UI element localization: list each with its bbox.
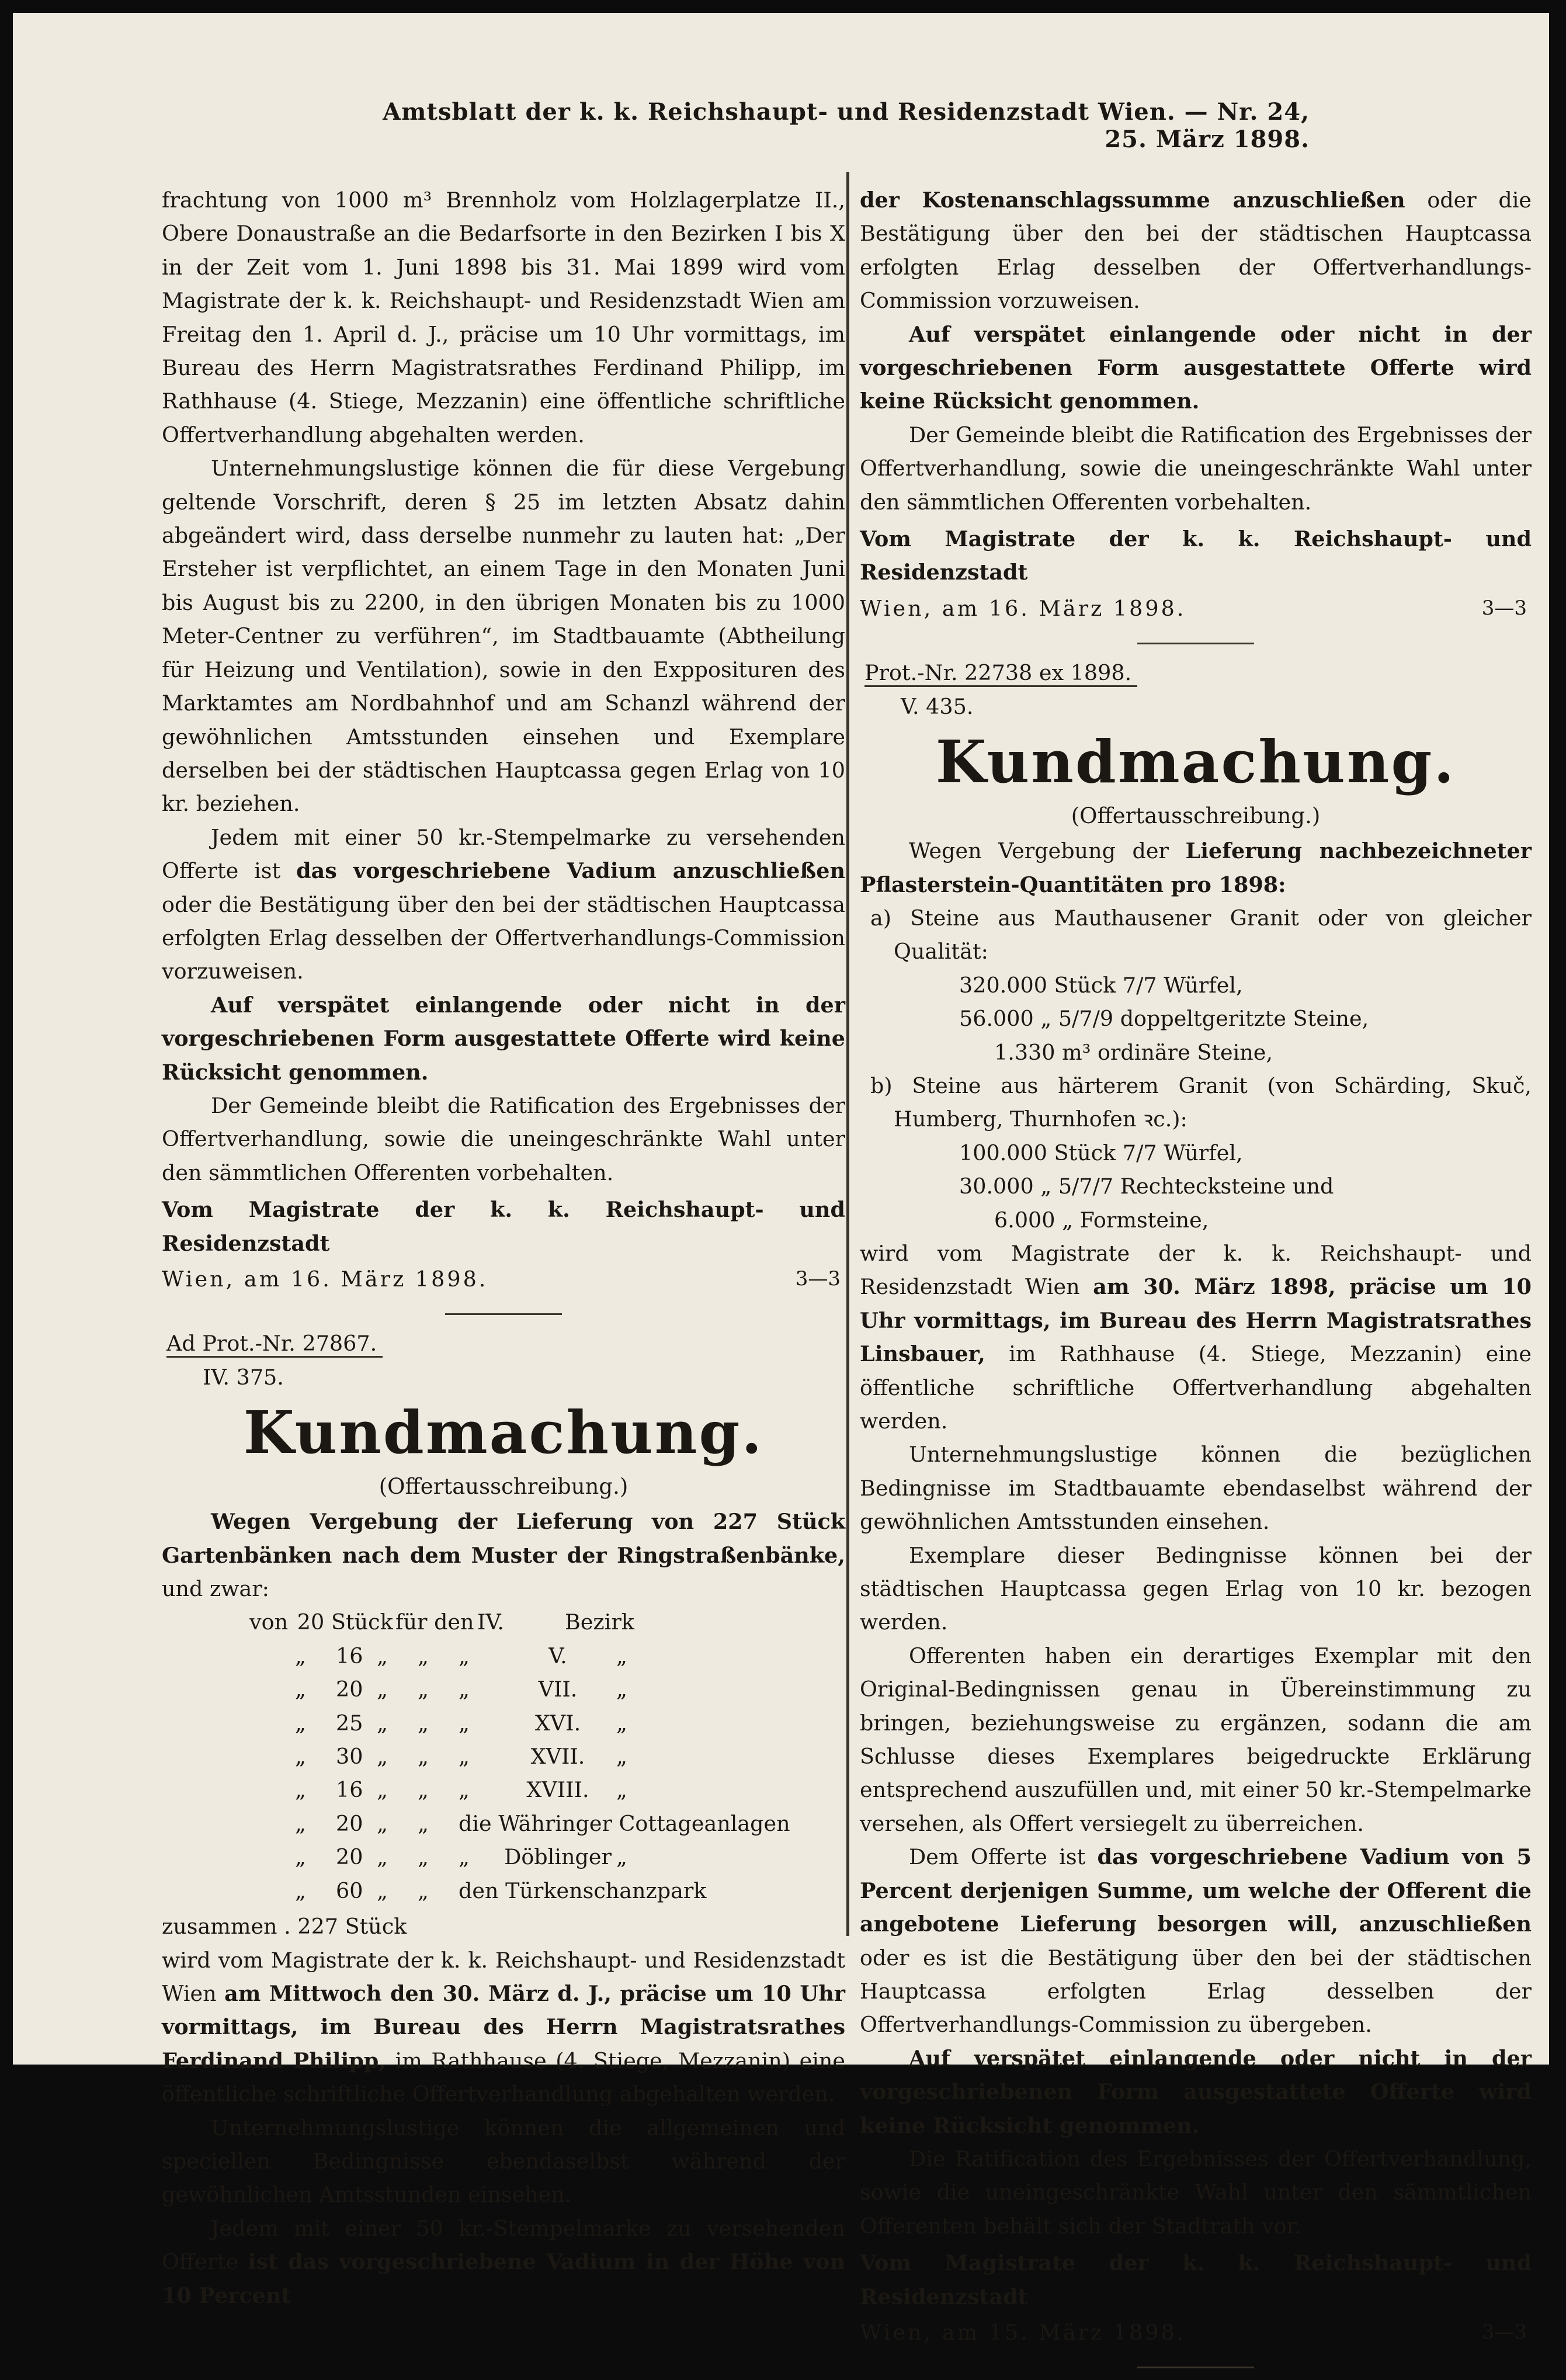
right-file-number: V. 435. xyxy=(901,693,974,719)
table-row: „ 20 „ „ „ VII. „ xyxy=(295,1677,627,1702)
table-row: „ 16 „ „ „ V. „ xyxy=(295,1643,627,1668)
left-paragraph-4: Auf verspätet einlangende oder nicht in der vorgeschriebenen Form ausgestattete Offerte wird keine Rücksicht genommen. xyxy=(162,992,845,1085)
list-item: 100.000 Stück 7/7 Würfel, xyxy=(959,1140,1243,1165)
table-row: „ 60 „ „ den Türkenschanzpark xyxy=(295,1878,707,1903)
right-paragraph-6: Exemplare dieser Bedingnisse können bei der städtischen Hauptcassa gegen Erlag von 10 kr. bezogen werden. xyxy=(860,1542,1532,1635)
right-paragraph-10: Die Ratification des Ergebnisses der Offertverhandlung, sowie die uneingeschränkte Wahl unter den sämmtlichen Offerenten behält sich der Stadtrath vor. xyxy=(860,2146,1532,2239)
section-rule xyxy=(445,1313,562,1315)
list-item: 30.000 „ 5/7/7 Rechtecksteine und xyxy=(959,1174,1334,1199)
right-protocol-number: Prot.-Nr. 22738 ex 1898. xyxy=(860,656,1532,689)
left-protocol-number: Ad Prot.-Nr. 27867. xyxy=(162,1327,845,1360)
right-paragraph-4: wird vom Magistrate der k. k. Reichshaupt- und Residenzstadt Wien am 30. März 1898, präcise um 10 Uhr vormittags, im Bureau des Herrn Magistratsrathes Linsbauer, im Rathhause (4. Stiege, Mezzanin) eine öffentliche schriftliche Offertverhandlung abgehalten werden. xyxy=(860,1240,1532,1434)
bench-rows xyxy=(295,1639,790,1907)
left-paragraph-5: Der Gemeinde bleibt die Ratification des Ergebnisses der Offertverhandlung, sowie die uneingeschränkte Wahl unter den sämmtlichen Offerenten vorbehalten. xyxy=(162,1092,845,1185)
left-column xyxy=(162,183,845,2312)
right-column xyxy=(860,183,1532,2380)
left-paragraph-1: frachtung von 1000 m³ Brennholz vom Holzlagerplatze II., Obere Donaustraße an die Bedarfsorte in den Bezirken I bis X in der Zeit vom 1. Juni 1898 bis 31. Mai 1899 wird vom Magistrate der k. k. Reichshaupt- und Residenzstadt Wien am Freitag den 1. April d. J., präcise um 10 Uhr vormittags, im Bureau des Herrn Magistratsrathes Ferdinand Philipp, im Rathhause (4. Stiege, Mezzanin) eine öffentliche schriftliche Offertverhandlung abgehalten werden. xyxy=(162,188,845,447)
right-notice-subtitle: (Offertausschreibung.) xyxy=(1071,803,1321,829)
bench-table xyxy=(249,1605,634,1639)
left-notice-subtitle: (Offertausschreibung.) xyxy=(379,1474,629,1500)
table-row: „ 20 „ „ „ Döblinger „ xyxy=(295,1844,627,1870)
granite-a-heading: a) Steine aus Mauthausener Granit oder von gleicher Qualität: xyxy=(870,905,1532,965)
left-paragraph-8: Jedem mit einer 50 kr.-Stempelmarke zu versehenden Offerte ist das vorgeschriebene Vadium in der Höhe von 10 Percent xyxy=(162,2215,845,2308)
left-notice-title: Kundmachung. xyxy=(243,1398,764,1467)
right-paragraph-1: der Kostenanschlagssumme anzuschließen oder die Bestätigung über den bei der städtischen Hauptcassa erfolgten Erlag desselben der Offertverhandlungs-Commission vorzuweisen. xyxy=(860,188,1532,314)
left-intro: Wegen Vergebung der Lieferung von 227 Stück Gartenbänken nach dem Muster der Ringstraßenbänke, und zwar: xyxy=(162,1509,845,1602)
right-ref-number-2: 3—3 xyxy=(1481,2320,1527,2344)
table-row: „ 16 „ „ „ XVIII. „ xyxy=(295,1777,627,1803)
list-item: 320.000 Stück 7/7 Würfel, xyxy=(959,972,1243,998)
right-paragraph-8: Dem Offerte ist das vorgeschriebene Vadium von 5 Percent derjenigen Summe, um welche der Offerent die angebotene Lieferung besorgen will, anzuschließen oder es ist die Bestätigung über den bei der städtischen Hauptcassa erfolgten Erlag desselben der Offertverhandlungs-Commission zu übergeben. xyxy=(860,1844,1532,2038)
left-paragraph-3: Jedem mit einer 50 kr.-Stempelmarke zu versehenden Offerte ist das vorgeschriebene Vadium anzuschließen oder die Bestätigung über den bei der städtischen Hauptcassa erfolgten Erlag desselben der Offertverhandlungs-Commission vorzuweisen. xyxy=(162,824,845,984)
document-page xyxy=(13,13,1549,2345)
left-ref-number: 3—3 xyxy=(795,1267,841,1290)
right-paragraph-3: Der Gemeinde bleibt die Ratification des Ergebnisses der Offertverhandlung, sowie die uneingeschränkte Wahl unter den sämmtlichen Offerenten vorbehalten. xyxy=(860,422,1532,515)
left-signature: Vom Magistrate der k. k. Reichshaupt- und Residenzstadt xyxy=(162,1197,845,1256)
right-dateline-1: Wien, am 16. März 1898. 3—3 xyxy=(860,592,1532,625)
left-paragraph-6: wird vom Magistrate der k. k. Reichshaupt- und Residenzstadt Wien am Mittwoch den 30. März d. J., präcise um 10 Uhr vormittags, im Bureau des Herrn Magistratsrathes Ferdinand Philipp, im Rathhause (4. Stiege, Mezzanin) eine öffentliche schriftliche Offertverhandlung abgehalten werden. xyxy=(162,1947,845,2107)
left-dateline: Wien, am 16. März 1898. 3—3 xyxy=(162,1262,845,1296)
right-paragraph-9: Auf verspätet einlangende oder nicht in der vorgeschriebenen Form ausgestattete Offerte wird keine Rücksicht genommen. xyxy=(860,2045,1532,2138)
list-item: 1.330 m³ ordinäre Steine, xyxy=(994,1039,1273,1065)
right-signature-2: Vom Magistrate der k. k. Reichshaupt- und Residenzstadt xyxy=(860,2250,1532,2309)
page-header: Amtsblatt der k. k. Reichshaupt- und Residenzstadt Wien. — Nr. 24, 25. März 1898. xyxy=(383,98,1310,153)
table-row: „ 20 „ „ die Währinger Cottageanlagen xyxy=(295,1810,790,1836)
column-divider xyxy=(846,172,849,1936)
section-rule xyxy=(1137,643,1254,644)
right-intro: Wegen Vergebung der Lieferung nachbezeichneter Pflasterstein-Quantitäten pro 1898: xyxy=(860,838,1532,897)
left-file-number: IV. 375. xyxy=(203,1364,284,1390)
bench-header-row: von 20 Stück für den IV. Bezirk xyxy=(249,1609,634,1635)
section-rule xyxy=(1137,2367,1254,2368)
left-paragraph-7: Unternehmungslustige können die allgemeinen und speciellen Bedingnisse ebendaselbst während der gewöhnlichen Amtsstunden einsehen. xyxy=(162,2115,845,2208)
left-total: zusammen . 227 Stück xyxy=(162,1914,407,1940)
right-dateline-2: Wien, am 15. März 1898. 3—3 xyxy=(860,2316,1532,2349)
right-signature-1: Vom Magistrate der k. k. Reichshaupt- und Residenzstadt xyxy=(860,526,1532,585)
list-item: 56.000 „ 5/7/9 doppeltgeritzte Steine, xyxy=(959,1006,1369,1032)
right-notice-title: Kundmachung. xyxy=(935,727,1456,797)
right-paragraph-7: Offerenten haben ein derartiges Exemplar mit den Original-Bedingnissen genau in Übereinstimmung zu bringen, beziehungsweise zu ergänzen, sodann die am Schlusse dieses Exemplares beigedruckte Erklärung entsprechend auszufüllen und, mit einer 50 kr.-Stempelmarke versehen, als Offert versiegelt zu überreichen. xyxy=(860,1643,1532,1836)
left-paragraph-2: Unternehmungslustige können die für diese Vergebung geltende Vorschrift, deren § 25 im letzten Absatz dahin abgeändert wird, dass derselbe nunmehr zu lauten hat: „Der Ersteher ist verpflichtet, an einem Tage in den Monaten Juni bis August bis zu 2200, in den übrigen Monaten bis zu 1000 Meter-Centner zu verführen“, im Stadtbauamte (Abtheilung für Heizung und Ventilation), sowie in den Expposituren des Marktamtes am Nordbahnhof und am Schanzl während der gewöhnlichen Amtsstunden einsehen und Exemplare derselben bei der städtischen Hauptcassa gegen Erlag von 10 kr. beziehen. xyxy=(162,456,845,817)
list-item: 6.000 „ Formsteine, xyxy=(994,1207,1209,1233)
table-row: „ 30 „ „ „ XVII. „ xyxy=(295,1744,627,1770)
right-paragraph-2: Auf verspätet einlangende oder nicht in der vorgeschriebenen Form ausgestattete Offerte wird keine Rücksicht genommen. xyxy=(860,321,1532,414)
right-paragraph-5: Unternehmungslustige können die bezüglichen Bedingnisse im Stadtbauamte ebendaselbst während der gewöhnlichen Amtsstunden einsehen. xyxy=(860,1442,1532,1535)
table-row: „ 25 „ „ „ XVI. „ xyxy=(295,1710,627,1736)
granite-b-heading: b) Steine aus härterem Granit (von Schärding, Skuč, Humberg, Thurnhofen ꝛc.): xyxy=(870,1073,1532,1132)
right-ref-number-1: 3—3 xyxy=(1481,596,1527,620)
